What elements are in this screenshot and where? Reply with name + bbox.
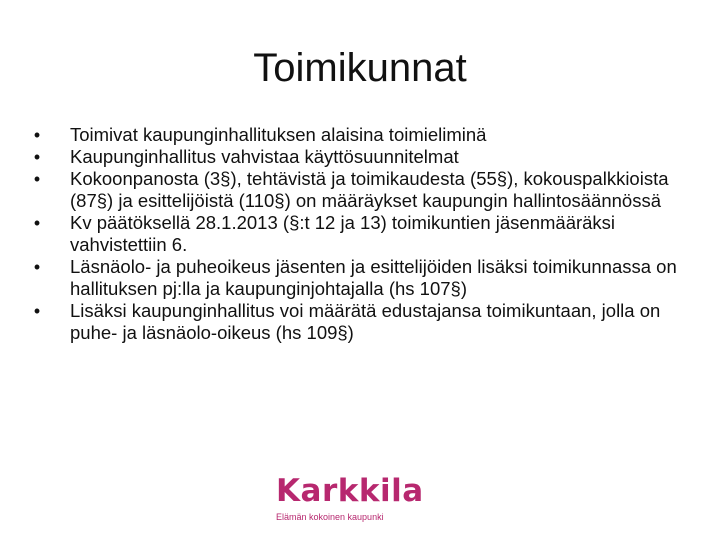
bullet-text: Lisäksi kaupunginhallitus voi määrätä edustajansa toimikuntaan, jolla on puhe- ja läsnäolo-oikeus (hs 109§) xyxy=(70,300,661,343)
bullet-item xyxy=(30,146,700,168)
bullet-item xyxy=(30,168,700,212)
bullet-item xyxy=(30,124,700,146)
bullet-text: Kokoonpanosta (3§), tehtävistä ja toimikaudesta (55§), kokouspalkkioista (87§) ja esittelijöistä (110§) on määräykset kaupungin hallintosäännössä xyxy=(70,168,669,211)
bullet-dot: • xyxy=(33,147,41,167)
bullet-list xyxy=(30,124,700,344)
slide-title: Toimikunnat xyxy=(253,46,467,90)
bullet-dot: • xyxy=(33,169,41,189)
bullet-dot: • xyxy=(33,257,41,277)
bullet-item xyxy=(30,300,700,344)
bullet-text: Toimivat kaupunginhallituksen alaisina toimieliminä xyxy=(70,124,487,145)
bullet-dot: • xyxy=(33,301,41,321)
bullet-dot: • xyxy=(33,213,41,233)
logo-wordmark: Karkkila xyxy=(276,473,424,509)
karkkila-logo xyxy=(276,473,424,524)
bullet-item xyxy=(30,256,700,300)
bullet-text: Kaupunginhallitus vahvistaa käyttösuunnitelmat xyxy=(70,146,459,167)
bullet-text: Kv päätöksellä 28.1.2013 (§:t 12 ja 13) toimikuntien jäsenmääräksi vahvistettiin 6. xyxy=(70,212,616,255)
logo-tagline: Elämän kokoinen kaupunki xyxy=(276,512,384,522)
bullet-dot: • xyxy=(33,125,41,145)
bullet-text: Läsnäolo- ja puheoikeus jäsenten ja esittelijöiden lisäksi toimikunnassa on hallituksen pj:lla ja kaupunginjohtajalla (hs 107§) xyxy=(70,256,677,299)
bullet-item xyxy=(30,212,700,256)
